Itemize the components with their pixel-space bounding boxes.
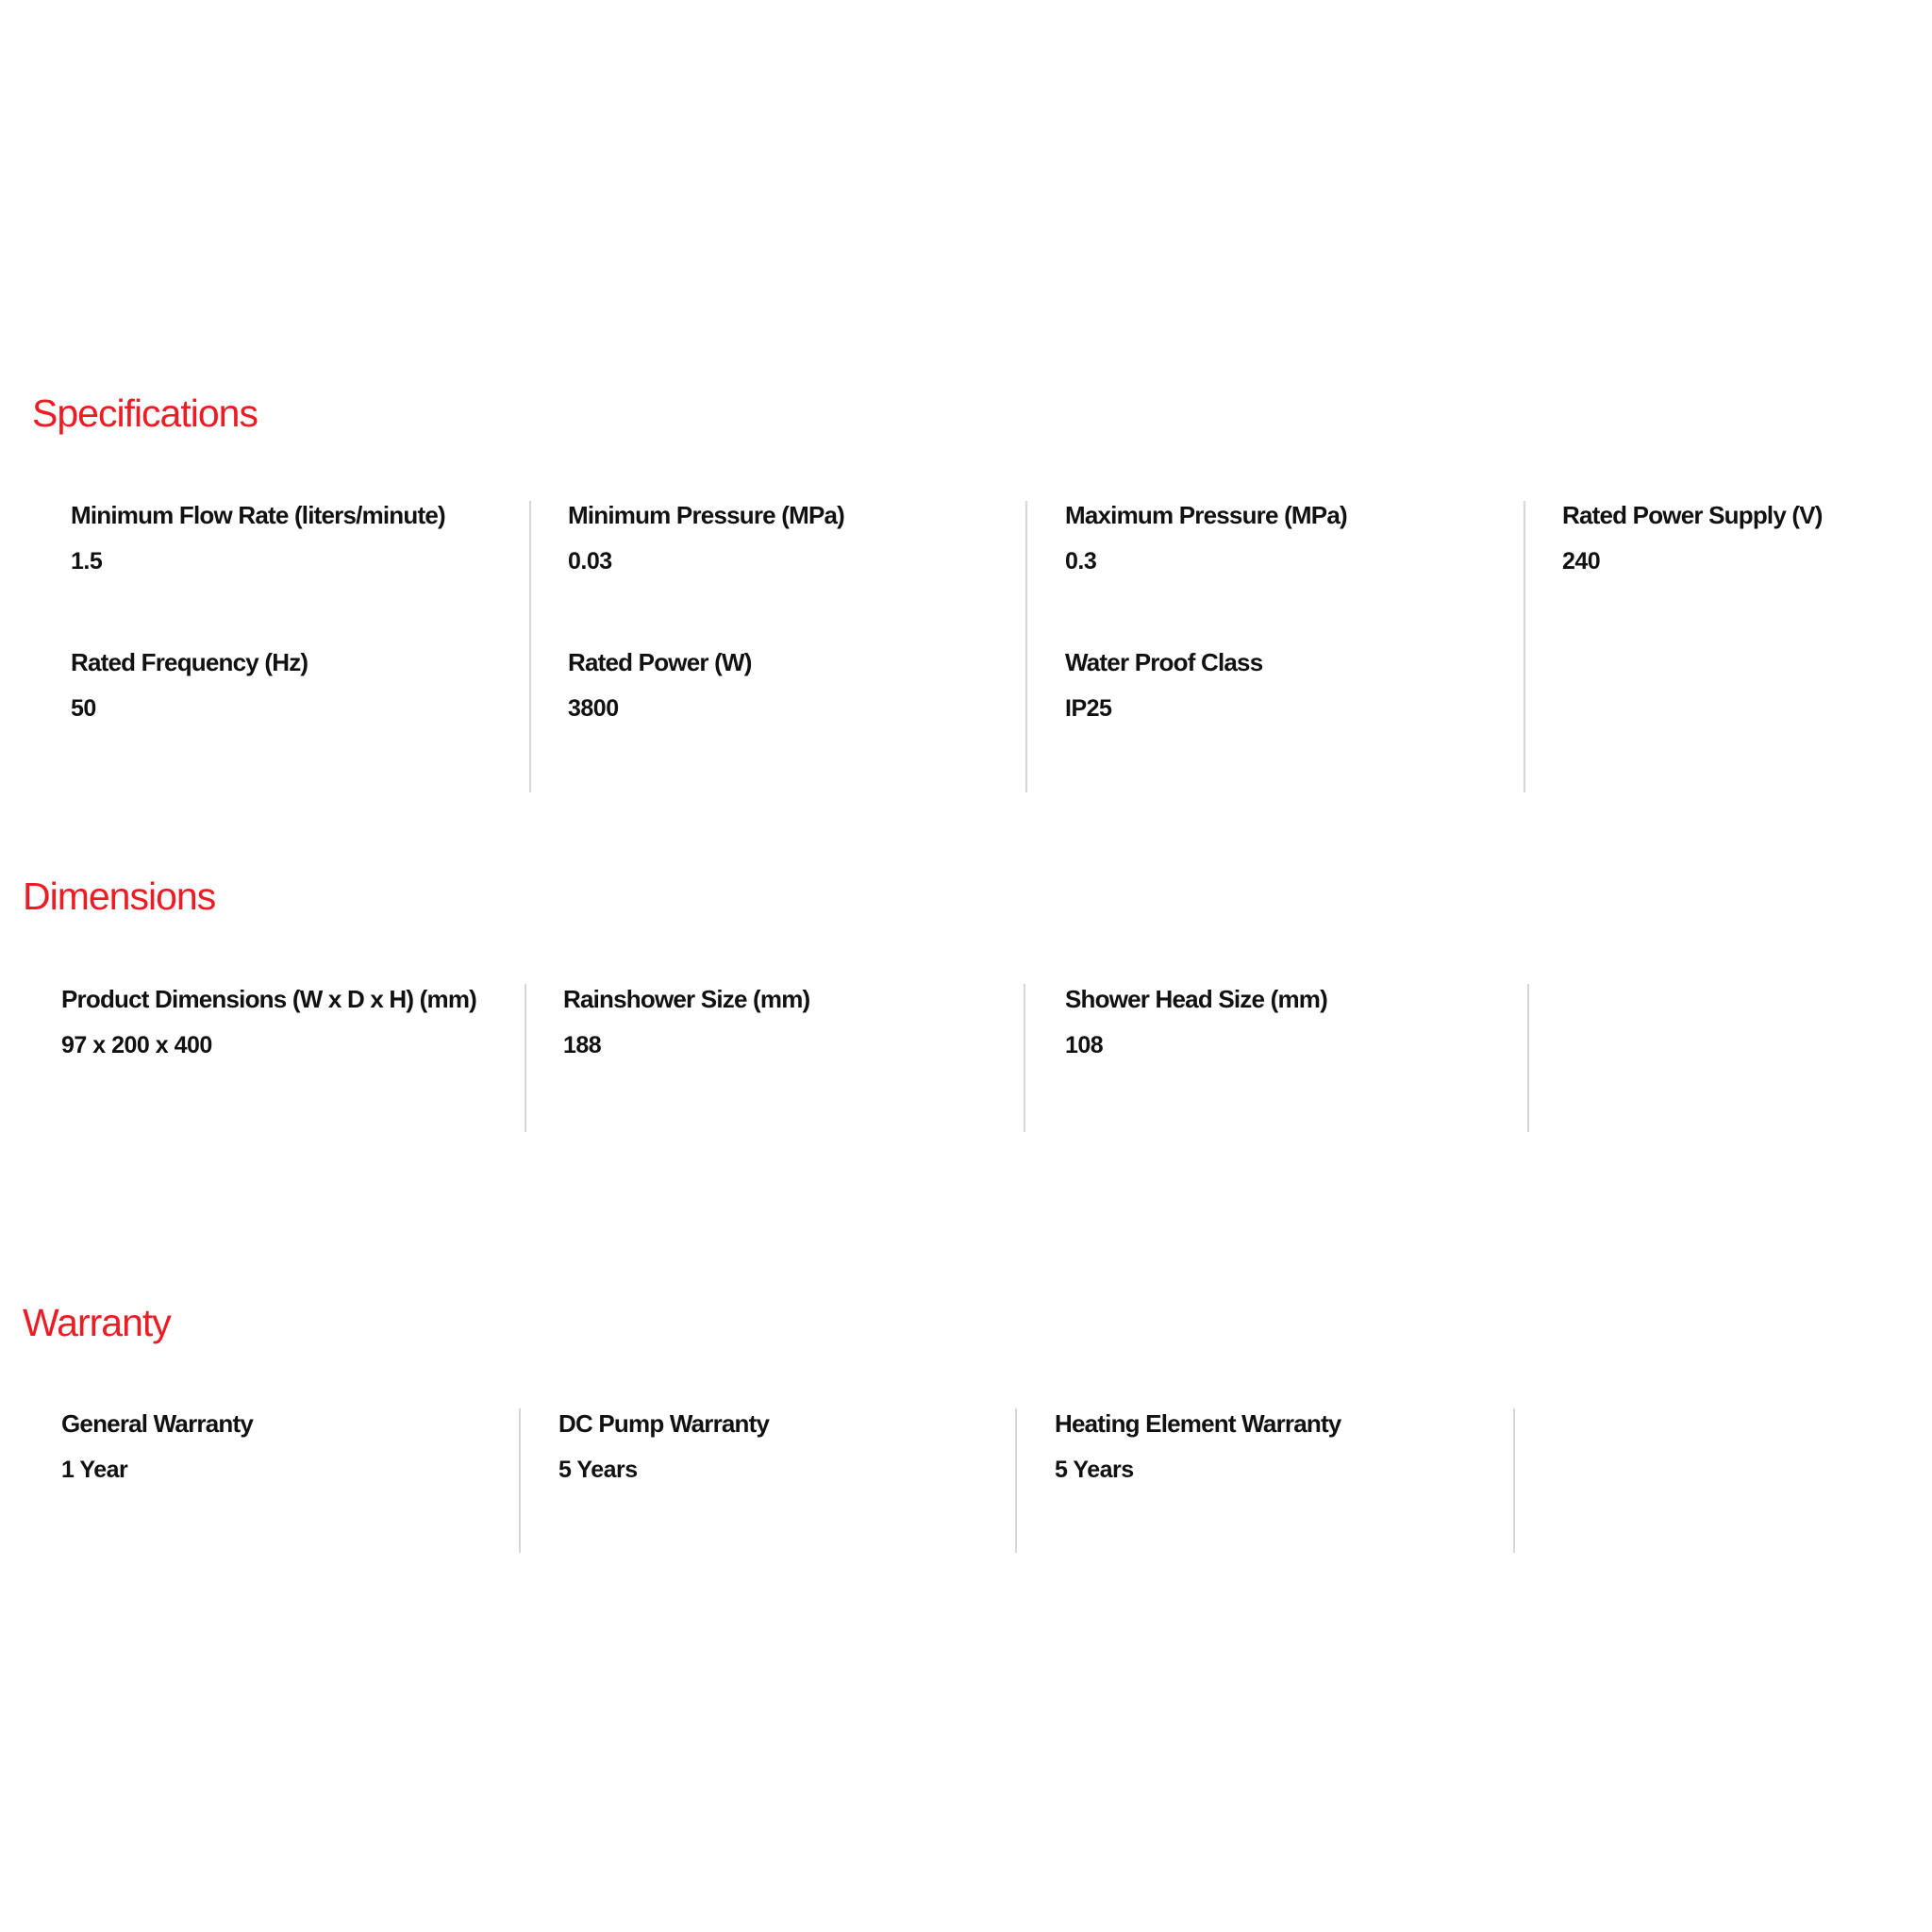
warranty-item-heating-element	[1055, 1411, 1341, 1482]
spec-item-rated-frequency	[71, 650, 308, 721]
column-divider	[529, 501, 531, 792]
column-divider	[1524, 501, 1525, 792]
spec-label: Rated Power (W)	[568, 648, 752, 676]
spec-label: Minimum Pressure (MPa)	[568, 501, 845, 529]
dim-label: Product Dimensions (W x D x H) (mm)	[61, 985, 477, 1013]
spec-item-rated-power	[568, 650, 752, 721]
column-divider	[1513, 1408, 1515, 1553]
spec-value: 0.3	[1065, 548, 1097, 575]
column-divider	[1024, 984, 1025, 1132]
spec-label: Minimum Flow Rate (liters/minute)	[71, 501, 445, 529]
column-divider	[1025, 501, 1027, 792]
column-divider	[519, 1408, 521, 1553]
warranty-label: DC Pump Warranty	[558, 1409, 770, 1438]
warranty-heading: Warranty	[23, 1301, 171, 1344]
spec-item-min-flow-rate	[71, 503, 445, 574]
warranty-item-dc-pump	[558, 1411, 769, 1482]
warranty-value: 5 Years	[558, 1457, 638, 1483]
spec-item-water-proof-class	[1065, 650, 1262, 721]
spec-value: 50	[71, 695, 96, 722]
dim-item-rainshower-size	[563, 987, 809, 1058]
specifications-heading: Specifications	[32, 391, 258, 435]
column-divider	[1015, 1408, 1017, 1553]
spec-label: Maximum Pressure (MPa)	[1065, 501, 1347, 529]
spec-value: 240	[1562, 548, 1601, 575]
dim-value: 108	[1065, 1032, 1104, 1058]
dimensions-heading: Dimensions	[23, 874, 216, 918]
warranty-label: General Warranty	[61, 1409, 253, 1438]
dim-item-product-dimensions	[61, 987, 476, 1058]
spec-label: Rated Frequency (Hz)	[71, 648, 308, 676]
spec-value: 3800	[568, 695, 619, 722]
warranty-item-general	[61, 1411, 253, 1482]
dim-value: 97 x 200 x 400	[61, 1032, 212, 1058]
dim-item-shower-head-size	[1065, 987, 1327, 1058]
warranty-value: 5 Years	[1055, 1457, 1134, 1483]
dim-label: Rainshower Size (mm)	[563, 985, 810, 1013]
warranty-label: Heating Element Warranty	[1055, 1409, 1341, 1438]
spec-item-rated-power-supply	[1562, 503, 1823, 574]
column-divider	[1527, 984, 1529, 1132]
spec-label: Rated Power Supply (V)	[1562, 501, 1823, 529]
spec-item-max-pressure	[1065, 503, 1347, 574]
dim-label: Shower Head Size (mm)	[1065, 985, 1327, 1013]
dim-value: 188	[563, 1032, 602, 1058]
spec-label: Water Proof Class	[1065, 648, 1263, 676]
spec-item-min-pressure	[568, 503, 844, 574]
spec-value: 1.5	[71, 548, 103, 575]
spec-value: 0.03	[568, 548, 612, 575]
warranty-value: 1 Year	[61, 1457, 128, 1483]
spec-value: IP25	[1065, 695, 1112, 722]
column-divider	[525, 984, 526, 1132]
